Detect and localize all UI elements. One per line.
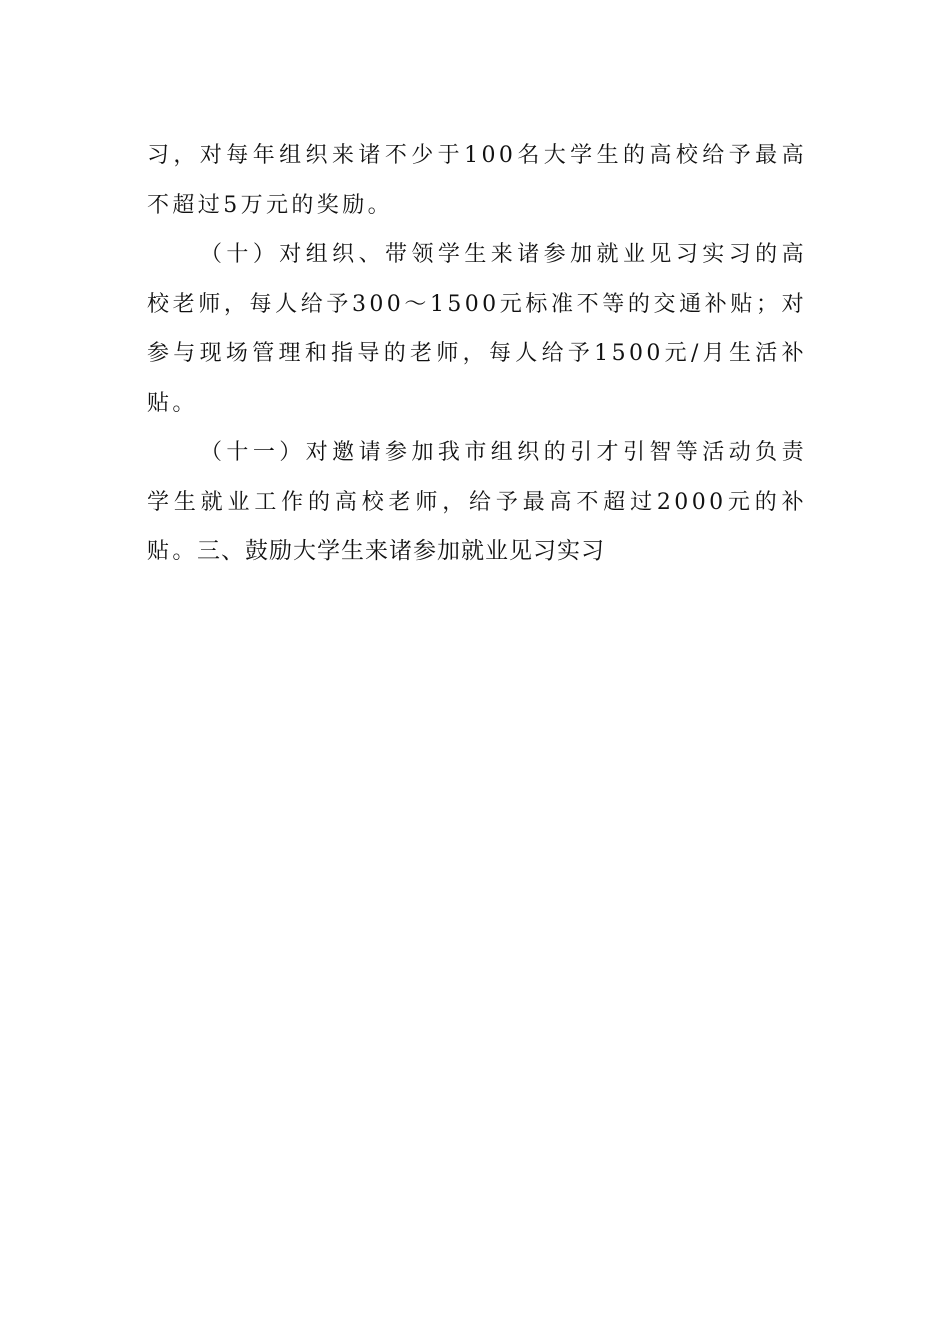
document-body [147,131,807,577]
paragraph-continued: 习，对每年组织来诸不少于100名大学生的高校给予最高不超过5万元的奖励。 [147,143,807,218]
section-heading: 三、鼓励大学生来诸参加就业见习实习 [197,538,605,564]
paragraph-item-10: （十）对组织、带领学生来诸参加就业见习实习的高校老师，每人给予300～1500元标准不等的交通补贴；对参与现场管理和指导的老师，每人给予1500元/月生活补贴。 [147,242,807,416]
paragraph-item-11: （十一）对邀请参加我市组织的引才引智等活动负责学生就业工作的高校老师，给予最高不超过2000元的补贴。 [147,440,807,564]
